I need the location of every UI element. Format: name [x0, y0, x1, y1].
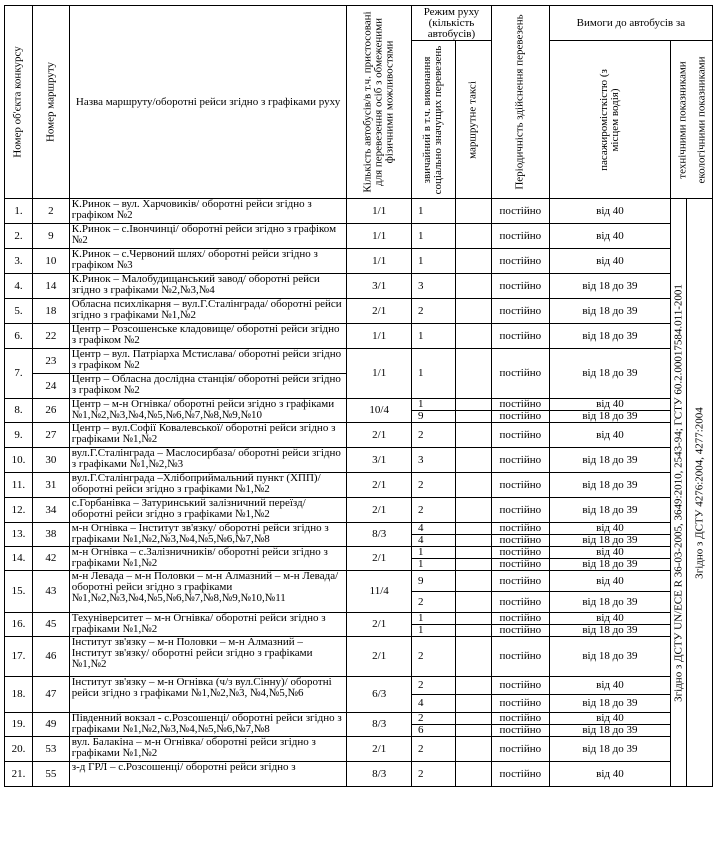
- capacity: від 18 до 39: [549, 274, 670, 299]
- route-number: 30: [32, 448, 69, 473]
- route-name: м-н Левада – м-н Половки – м-н Алмазний – м-н Левада/ оборотні рейси згідно з графіками №1,№2,№3,№4,№5,№6,№7,№8,№9,№10,№11: [69, 571, 347, 613]
- periodicity: постійно: [491, 324, 549, 349]
- traffic-mode-regular: 3: [412, 448, 456, 473]
- route-number: 38: [32, 523, 69, 547]
- bus-count: 8/3: [347, 762, 412, 787]
- capacity: від 18 до 39: [549, 559, 670, 571]
- table-row: [5, 571, 713, 592]
- traffic-mode-taxi: [455, 677, 491, 695]
- periodicity: постійно: [491, 199, 549, 224]
- periodicity: постійно: [491, 498, 549, 523]
- route-number: 45: [32, 613, 69, 637]
- row-number: 9.: [5, 423, 33, 448]
- capacity: від 40: [549, 677, 670, 695]
- header-route-no: Номер маршруту: [32, 6, 69, 199]
- capacity: від 40: [549, 199, 670, 224]
- header-bus-count: Кількість автобусів/в т.ч. пристосовані для перевезення осіб з обмеженими фізичними можливостями: [347, 6, 412, 199]
- periodicity: постійно: [491, 559, 549, 571]
- ecological-requirements: [687, 199, 713, 787]
- route-number: 34: [32, 498, 69, 523]
- traffic-mode-taxi: [455, 349, 491, 399]
- capacity: від 18 до 39: [549, 625, 670, 637]
- table-row: [5, 249, 713, 274]
- traffic-mode-taxi: [455, 762, 491, 787]
- route-name: Інститут зв'язку – м-н Половки – м-н Алмазний – Інститут зв'язку/ оборотні рейси згідно з графіками №1,№2: [69, 637, 347, 677]
- periodicity: постійно: [491, 224, 549, 249]
- capacity: від 40: [549, 423, 670, 448]
- table-row: [5, 324, 713, 349]
- periodicity: постійно: [491, 535, 549, 547]
- periodicity: постійно: [491, 249, 549, 274]
- route-number: 24: [32, 374, 69, 399]
- route-name: с.Горбанівка – Затуринський залізничний переїзд/ оборотні рейси згідно з графіками №1,№2: [69, 498, 347, 523]
- capacity: від 18 до 39: [549, 737, 670, 762]
- row-number: 5.: [5, 299, 33, 324]
- traffic-mode-regular: 2: [412, 637, 456, 677]
- periodicity: постійно: [491, 349, 549, 399]
- traffic-mode-regular: 2: [412, 299, 456, 324]
- header-taxi: маршрутне таксі: [455, 41, 491, 199]
- header-route-name: Назва маршруту/оборотні рейси згідно з графіками руху: [69, 6, 347, 199]
- row-number: 1.: [5, 199, 33, 224]
- route-name: вул.Г.Сталінграда – Маслосирбаза/ оборотні рейси згідно з графіками №1,№2,№3: [69, 448, 347, 473]
- route-name: Центр – Розсошенське кладовище/ оборотні рейси згідно з графіком №2: [69, 324, 347, 349]
- bus-count: 2/1: [347, 498, 412, 523]
- periodicity: постійно: [491, 523, 549, 535]
- row-number: 17.: [5, 637, 33, 677]
- traffic-mode-regular: 1: [412, 613, 456, 625]
- route-name: К.Ринок – с.Івончинці/ оборотні рейси згідно з графіком №2: [69, 224, 347, 249]
- traffic-mode-taxi: [455, 695, 491, 713]
- traffic-mode-regular: 1: [412, 559, 456, 571]
- table-row: [5, 713, 713, 725]
- bus-count: 3/1: [347, 274, 412, 299]
- ecological-requirements-text: Згідно з ДСТУ 4276:2004, 4277:2004: [693, 406, 706, 579]
- bus-count: 2/1: [347, 613, 412, 637]
- bus-count: 6/3: [347, 677, 412, 713]
- traffic-mode-taxi: [455, 559, 491, 571]
- traffic-mode-taxi: [455, 637, 491, 677]
- row-number: 8.: [5, 399, 33, 423]
- route-name: Центр – Обласна дослідна станція/ оборотні рейси згідно з графіком №2: [69, 374, 347, 399]
- traffic-mode-taxi: [455, 448, 491, 473]
- capacity: від 18 до 39: [549, 637, 670, 677]
- traffic-mode-regular: 4: [412, 695, 456, 713]
- route-number: 31: [32, 473, 69, 498]
- bus-count: 2/1: [347, 547, 412, 571]
- table-row: [5, 349, 713, 374]
- traffic-mode-regular: 1: [412, 547, 456, 559]
- capacity: від 18 до 39: [549, 324, 670, 349]
- capacity: від 18 до 39: [549, 592, 670, 613]
- row-number: 21.: [5, 762, 33, 787]
- route-name: Центр – вул. Патріарха Мстислава/ оборотні рейси згідно з графіком №2: [69, 349, 347, 374]
- route-name: Інститут зв'язку – м-н Огнівка (ч/з вул.Сінну)/ оборотні рейси згідно з графіками №1,№2,№3, №4,№5,№6: [69, 677, 347, 713]
- capacity: від 18 до 39: [549, 695, 670, 713]
- bus-count: 2/1: [347, 473, 412, 498]
- traffic-mode-taxi: [455, 299, 491, 324]
- periodicity: постійно: [491, 592, 549, 613]
- bus-count: 1/1: [347, 324, 412, 349]
- row-number: 11.: [5, 473, 33, 498]
- table-row: [5, 737, 713, 762]
- traffic-mode-regular: 2: [412, 713, 456, 725]
- traffic-mode-taxi: [455, 249, 491, 274]
- table-row: [5, 274, 713, 299]
- traffic-mode-regular: 2: [412, 677, 456, 695]
- traffic-mode-regular: 1: [412, 399, 456, 411]
- header-capacity: пасажиромісткістю (з місцем водія): [549, 41, 670, 199]
- traffic-mode-taxi: [455, 713, 491, 725]
- header-requirements: Вимоги до автобусів за: [549, 6, 712, 41]
- traffic-mode-regular: 4: [412, 523, 456, 535]
- row-number: 7.: [5, 349, 33, 399]
- traffic-mode-regular: 2: [412, 473, 456, 498]
- traffic-mode-regular: 6: [412, 725, 456, 737]
- table-row: [5, 448, 713, 473]
- header-competition-no: Номер об'єкта конкурсу: [5, 6, 33, 199]
- capacity: від 40: [549, 399, 670, 411]
- bus-count: 1/1: [347, 224, 412, 249]
- table-row: [5, 199, 713, 224]
- capacity: від 18 до 39: [549, 535, 670, 547]
- row-number: 18.: [5, 677, 33, 713]
- route-number: 10: [32, 249, 69, 274]
- table-row: [5, 637, 713, 677]
- route-name: К.Ринок – Малобудищанський завод/ оборотні рейси згідно з графіками №2,№3,№4: [69, 274, 347, 299]
- traffic-mode-taxi: [455, 535, 491, 547]
- bus-count: 1/1: [347, 349, 412, 399]
- table-row: [5, 547, 713, 559]
- technical-requirements: [671, 199, 687, 787]
- traffic-mode-taxi: [455, 199, 491, 224]
- route-name: м-н Огнівка – Інститут зв'язку/ оборотні рейси згідно з графіками №1,№2,№3,№4,№5,№6,№7,№8: [69, 523, 347, 547]
- header-periodicity: Періодичність здійснення перевезень: [491, 6, 549, 199]
- traffic-mode-regular: 9: [412, 411, 456, 423]
- bus-count: 10/4: [347, 399, 412, 423]
- table-row: [5, 473, 713, 498]
- row-number: 13.: [5, 523, 33, 547]
- route-number: 49: [32, 713, 69, 737]
- table-row: [5, 498, 713, 523]
- bus-count: 1/1: [347, 199, 412, 224]
- periodicity: постійно: [491, 571, 549, 592]
- table-row: [5, 677, 713, 695]
- periodicity: постійно: [491, 423, 549, 448]
- route-name: з-д ГРЛ – с.Розсошенці/ оборотні рейси згідно з: [69, 762, 347, 787]
- route-name: К.Ринок – вул. Харчовиків/ оборотні рейси згідно з графіком №2: [69, 199, 347, 224]
- capacity: від 18 до 39: [549, 473, 670, 498]
- traffic-mode-regular: 1: [412, 349, 456, 399]
- traffic-mode-taxi: [455, 399, 491, 411]
- bus-count: 8/3: [347, 713, 412, 737]
- routes-table-body: [5, 199, 713, 787]
- row-number: 16.: [5, 613, 33, 637]
- row-number: 10.: [5, 448, 33, 473]
- periodicity: постійно: [491, 625, 549, 637]
- header-regular: звичайний в т.ч. виконання соціально значущих перевезень: [412, 41, 456, 199]
- route-number: 55: [32, 762, 69, 787]
- route-name: Техуніверситет – м-н Огнівка/ оборотні рейси згідно з графіками №1,№2: [69, 613, 347, 637]
- route-number: 27: [32, 423, 69, 448]
- traffic-mode-taxi: [455, 498, 491, 523]
- traffic-mode-taxi: [455, 725, 491, 737]
- bus-count: 2/1: [347, 299, 412, 324]
- route-number: 2: [32, 199, 69, 224]
- route-number: 47: [32, 677, 69, 713]
- capacity: від 18 до 39: [549, 299, 670, 324]
- route-number: 26: [32, 399, 69, 423]
- route-name: Центр – м-н Огнівка/ оборотні рейси згідно з графіками №1,№2,№3,№4,№5,№6,№7,№8,№9,№10: [69, 399, 347, 423]
- capacity: від 18 до 39: [549, 411, 670, 423]
- routes-table: [4, 5, 713, 787]
- row-number: 6.: [5, 324, 33, 349]
- traffic-mode-taxi: [455, 324, 491, 349]
- route-number: 53: [32, 737, 69, 762]
- traffic-mode-regular: 1: [412, 625, 456, 637]
- table-row: [5, 613, 713, 625]
- route-name: вул. Балакіна – м-н Огнівка/ оборотні рейси згідно з графіками №1,№2: [69, 737, 347, 762]
- traffic-mode-taxi: [455, 423, 491, 448]
- route-name: Центр – вул.Софії Ковалевської/ оборотні рейси згідно з графіками №1,№2: [69, 423, 347, 448]
- periodicity: постійно: [491, 299, 549, 324]
- traffic-mode-taxi: [455, 523, 491, 535]
- periodicity: постійно: [491, 399, 549, 411]
- capacity: від 40: [549, 547, 670, 559]
- traffic-mode-taxi: [455, 571, 491, 592]
- header-technical-ecological: [671, 41, 713, 199]
- route-name: вул.Г.Сталінграда –Хлібоприймальний пункт (ХПП)/ оборотні рейси згідно з графіками №1,№2: [69, 473, 347, 498]
- route-number: 23: [32, 349, 69, 374]
- table-row: [5, 423, 713, 448]
- route-name: К.Ринок – с.Червоний шлях/ оборотні рейси згідно з графіком №3: [69, 249, 347, 274]
- bus-count: 2/1: [347, 423, 412, 448]
- header-ecological: екологічними показниками: [695, 56, 708, 183]
- row-number: 20.: [5, 737, 33, 762]
- periodicity: постійно: [491, 448, 549, 473]
- traffic-mode-taxi: [455, 592, 491, 613]
- table-row: [5, 762, 713, 787]
- traffic-mode-regular: 2: [412, 498, 456, 523]
- periodicity: постійно: [491, 762, 549, 787]
- traffic-mode-regular: 9: [412, 571, 456, 592]
- capacity: від 40: [549, 713, 670, 725]
- traffic-mode-regular: 2: [412, 737, 456, 762]
- row-number: 3.: [5, 249, 33, 274]
- periodicity: постійно: [491, 547, 549, 559]
- capacity: від 40: [549, 571, 670, 592]
- bus-count: 11/4: [347, 571, 412, 613]
- periodicity: постійно: [491, 695, 549, 713]
- bus-count: 8/3: [347, 523, 412, 547]
- traffic-mode-regular: 2: [412, 423, 456, 448]
- bus-count: 2/1: [347, 637, 412, 677]
- table-row: [5, 299, 713, 324]
- row-number: 15.: [5, 571, 33, 613]
- route-number: 42: [32, 547, 69, 571]
- row-number: 2.: [5, 224, 33, 249]
- traffic-mode-taxi: [455, 613, 491, 625]
- traffic-mode-regular: 3: [412, 274, 456, 299]
- route-number: 43: [32, 571, 69, 613]
- traffic-mode-regular: 2: [412, 762, 456, 787]
- route-name: Південний вокзал - с.Розсошенці/ оборотні рейси згідно з графіками №1,№2,№3,№4,№5,№6,№7,№8: [69, 713, 347, 737]
- capacity: від 40: [549, 523, 670, 535]
- periodicity: постійно: [491, 677, 549, 695]
- traffic-mode-taxi: [455, 224, 491, 249]
- capacity: від 40: [549, 249, 670, 274]
- route-number: 18: [32, 299, 69, 324]
- traffic-mode-regular: 1: [412, 324, 456, 349]
- table-row: [5, 399, 713, 411]
- table-row: [5, 224, 713, 249]
- traffic-mode-taxi: [455, 625, 491, 637]
- capacity: від 40: [549, 613, 670, 625]
- row-number: 12.: [5, 498, 33, 523]
- row-number: 14.: [5, 547, 33, 571]
- periodicity: постійно: [491, 613, 549, 625]
- row-number: 19.: [5, 713, 33, 737]
- bus-count: 3/1: [347, 448, 412, 473]
- route-number: 22: [32, 324, 69, 349]
- header-traffic-mode: Режим руху (кількість автобусів): [412, 6, 492, 41]
- route-number: 14: [32, 274, 69, 299]
- traffic-mode-regular: 2: [412, 592, 456, 613]
- periodicity: постійно: [491, 411, 549, 423]
- capacity: від 18 до 39: [549, 725, 670, 737]
- route-name: м-н Огнівка – с.Залізничників/ оборотні рейси згідно з графіками №1,№2: [69, 547, 347, 571]
- traffic-mode-taxi: [455, 473, 491, 498]
- traffic-mode-taxi: [455, 547, 491, 559]
- table-row: [5, 523, 713, 535]
- capacity: від 40: [549, 224, 670, 249]
- bus-count: 2/1: [347, 737, 412, 762]
- header-technical: технічними показниками: [676, 60, 689, 179]
- traffic-mode-regular: 1: [412, 224, 456, 249]
- capacity: від 18 до 39: [549, 349, 670, 399]
- periodicity: постійно: [491, 637, 549, 677]
- periodicity: постійно: [491, 473, 549, 498]
- periodicity: постійно: [491, 274, 549, 299]
- periodicity: постійно: [491, 725, 549, 737]
- route-name: Обласна психлікарня – вул.Г.Сталінграда/ оборотні рейси згідно з графіками №1,№2: [69, 299, 347, 324]
- traffic-mode-regular: 1: [412, 249, 456, 274]
- capacity: від 18 до 39: [549, 498, 670, 523]
- traffic-mode-regular: 1: [412, 199, 456, 224]
- traffic-mode-regular: 4: [412, 535, 456, 547]
- technical-requirements-text: Згідно з ДСТУ UN/ECE R 36-03-2005, 3649:2010, 2543-94; ГСТУ 60.2.00017584.011-2001: [672, 283, 685, 702]
- capacity: від 18 до 39: [549, 448, 670, 473]
- row-number: 4.: [5, 274, 33, 299]
- traffic-mode-taxi: [455, 274, 491, 299]
- capacity: від 40: [549, 762, 670, 787]
- traffic-mode-taxi: [455, 411, 491, 423]
- bus-count: 1/1: [347, 249, 412, 274]
- periodicity: постійно: [491, 737, 549, 762]
- traffic-mode-taxi: [455, 737, 491, 762]
- periodicity: постійно: [491, 713, 549, 725]
- route-number: 9: [32, 224, 69, 249]
- route-number: 46: [32, 637, 69, 677]
